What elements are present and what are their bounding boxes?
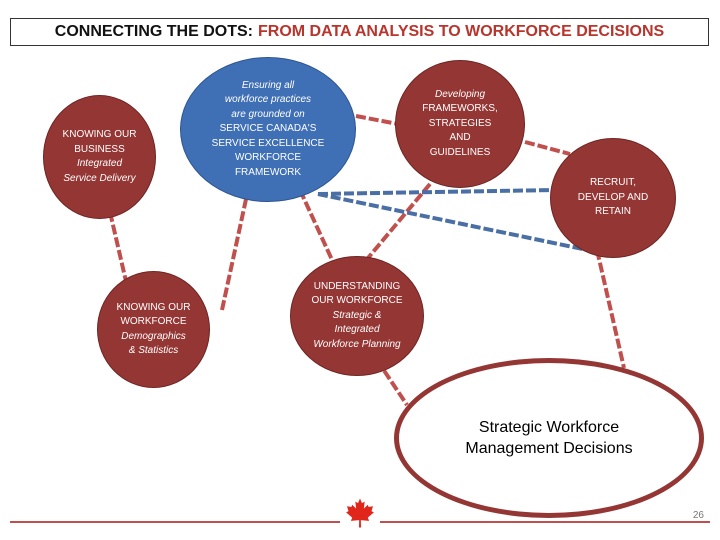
node-frameworks-line5: GUIDELINES [429,146,491,158]
node-knowing-business-line4: Service Delivery [63,172,136,184]
node-service-excellence-line6: WORKFORCE [234,152,302,164]
node-understanding [290,256,424,376]
connector-recruit-to-goal [597,250,624,368]
node-understanding-line4: Integrated [334,324,380,336]
node-understanding-line5: Workforce Planning [313,338,401,350]
node-service-excellence-line5: SERVICE EXCELLENCE [211,137,325,149]
node-service-excellence-line2: workforce practices [224,94,312,106]
title-prefix: CONNECTING THE DOTS: [54,23,253,40]
node-understanding-line2: OUR WORKFORCE [311,295,403,307]
node-recruit-line2: DEVELOP AND [577,191,649,203]
connector-excellence-to-recruit [318,190,555,194]
node-understanding-line3: Strategic & [332,309,382,321]
node-knowing-workforce-line1: KNOWING OUR [116,301,191,313]
node-knowing-workforce-line3: Demographics [121,330,186,342]
goal-line2: Management Decisions [465,440,633,457]
node-frameworks-line2: FRAMEWORKS, [422,103,498,115]
node-knowing-business-line3: Integrated [76,158,123,169]
node-knowing-business-line1: KNOWING OUR [62,129,137,140]
node-knowing-workforce-line4: & Statistics [128,345,179,356]
node-service-excellence-line1: Ensuring all [241,79,295,91]
node-frameworks-line1: Developing [434,88,486,100]
node-service-excellence [180,57,356,202]
connector-excellence-to-understanding [300,190,333,262]
node-frameworks [395,60,525,188]
title-suffix: FROM DATA ANALYSIS TO WORKFORCE DECISIONS [257,23,665,40]
node-frameworks-line4: AND [449,132,471,144]
page-number: 26 [692,510,704,521]
node-understanding-line1: UNDERSTANDING [313,280,401,292]
node-knowing-workforce [97,271,210,388]
node-recruit [550,138,676,258]
node-recruit-line1: RECRUIT, [589,177,637,189]
node-service-excellence-line4: SERVICE CANADA'S [219,123,317,135]
footer-line-right [380,521,710,523]
node-service-excellence-line3: are grounded on [231,108,305,120]
goal-oval [394,358,704,518]
node-recruit-line3: RETAIN [595,206,631,218]
node-frameworks-line3: STRATEGIES [428,117,492,129]
node-knowing-business-line2: BUSINESS [74,143,125,155]
node-knowing-business [43,95,156,219]
footer-line-left [10,521,340,523]
node-knowing-workforce-line2: WORKFORCE [120,316,187,327]
maple-leaf-icon [343,496,377,535]
connector-frameworks-to-understanding [368,184,430,258]
connector-frameworks-to-recruit [525,142,570,154]
connector-workforce-to-excellence [222,190,248,310]
goal-line1: Strategic Workforce [478,419,620,436]
node-service-excellence-line7: FRAMEWORK [234,166,302,178]
